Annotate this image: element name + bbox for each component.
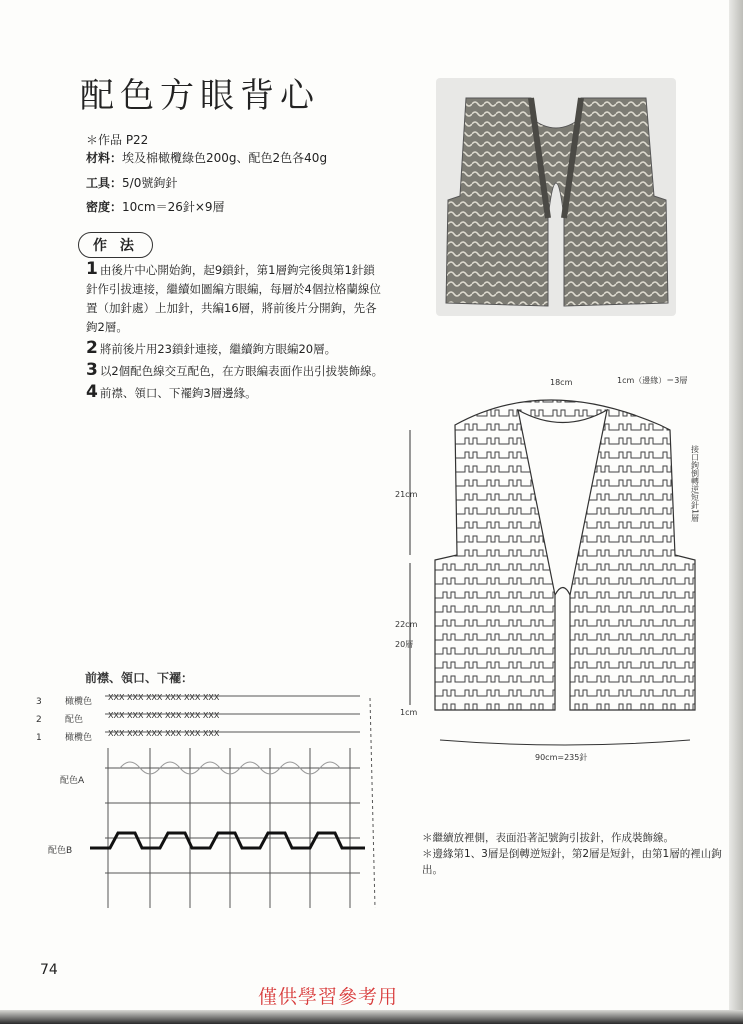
bottom-edge (0, 1010, 743, 1024)
schematic-diagram (395, 365, 715, 779)
tool-key: 工具： (86, 176, 123, 190)
page-number: 74 (40, 962, 58, 978)
work-reference: ＊作品 P22 (86, 133, 149, 147)
page-title: 配色方眼背心 (80, 76, 320, 116)
svg-text:XXX XXX XXX XXX XXX XXX: XXX XXX XXX XXX XXX XXX (108, 693, 220, 702)
note-item: ＊邊緣第1、3層是倒轉逆短針，第2層是短針，由第1層的裡山鉤出。 (422, 848, 722, 876)
side-note-label: 接口鉤倒轉逆短針1層 (690, 445, 700, 523)
density-line (86, 199, 225, 215)
vest-photo (436, 78, 676, 316)
svg-text:XXX XXX XXX XXX XXX XXX: XXX XXX XXX XXX XXX XXX (108, 711, 220, 720)
tool-line (86, 175, 177, 191)
chart-title: 前襟、領口、下襬： (85, 671, 194, 685)
density-value: 10cm＝26針×9層 (122, 200, 225, 214)
svg-text:XXX XXX XXX XXX XXX XXX: XXX XXX XXX XXX XXX XXX (108, 729, 220, 738)
step-item: 3 以2個配色線交互配色，在方眼編表面作出引拔裝飾線。 (86, 360, 384, 380)
row3-number: 3 (36, 697, 42, 707)
upper-height-label: 21cm (395, 490, 418, 499)
tool-value: 5/0號鉤針 (122, 176, 178, 190)
row1-number: 1 (36, 733, 42, 743)
step-item: 4 前襟、領口、下襬鉤3層邊緣。 (86, 382, 257, 402)
stitch-chart (30, 668, 410, 917)
note-item: ＊繼續放裡側，表面沿著記號鉤引拔針，作成裝飾線。 (422, 832, 674, 844)
method-label: 作 法 (78, 232, 153, 258)
lower-rows-label: 20層 (395, 640, 414, 649)
row1-label: 橄欖色 (65, 733, 93, 743)
density-key: 密度： (86, 200, 123, 214)
page-edge (729, 0, 743, 1024)
row2-number: 2 (36, 715, 42, 725)
material-line (86, 150, 327, 166)
material-key: 材料： (86, 151, 123, 165)
color-b-label: 配色B (48, 846, 73, 856)
step-item: 1 由後片中心開始鉤，起9鎖針，第1層鉤完後與第1針鎖針作引拔連接，繼續如圖編方眼編，每層於4個拉格蘭線位置（加針處）上加針，共編16層，將前後片分開鉤，先各鉤2層。 (86, 259, 381, 334)
lower-height-label: 22cm (395, 620, 418, 629)
watermark: 僅供學習參考用 (258, 986, 399, 1008)
steps-list (86, 260, 386, 405)
bottom-width-label: 90cm=235針 (535, 753, 588, 762)
top-width-label: 18cm (550, 378, 573, 387)
edge-label: 1cm（邊緣）＝3層 (617, 376, 688, 385)
row3-label: 橄欖色 (65, 697, 93, 707)
bottom-edge-label: 1cm (400, 708, 418, 717)
material-value: 埃及棉橄欖綠色200g、配色2色各40g (122, 151, 328, 165)
step-item: 2 將前後片用23鎖針連接，繼續鉤方眼編20層。 (86, 338, 337, 358)
row2-label: 配色 (65, 715, 84, 725)
color-a-label: 配色A (60, 776, 85, 786)
notes (422, 830, 722, 878)
